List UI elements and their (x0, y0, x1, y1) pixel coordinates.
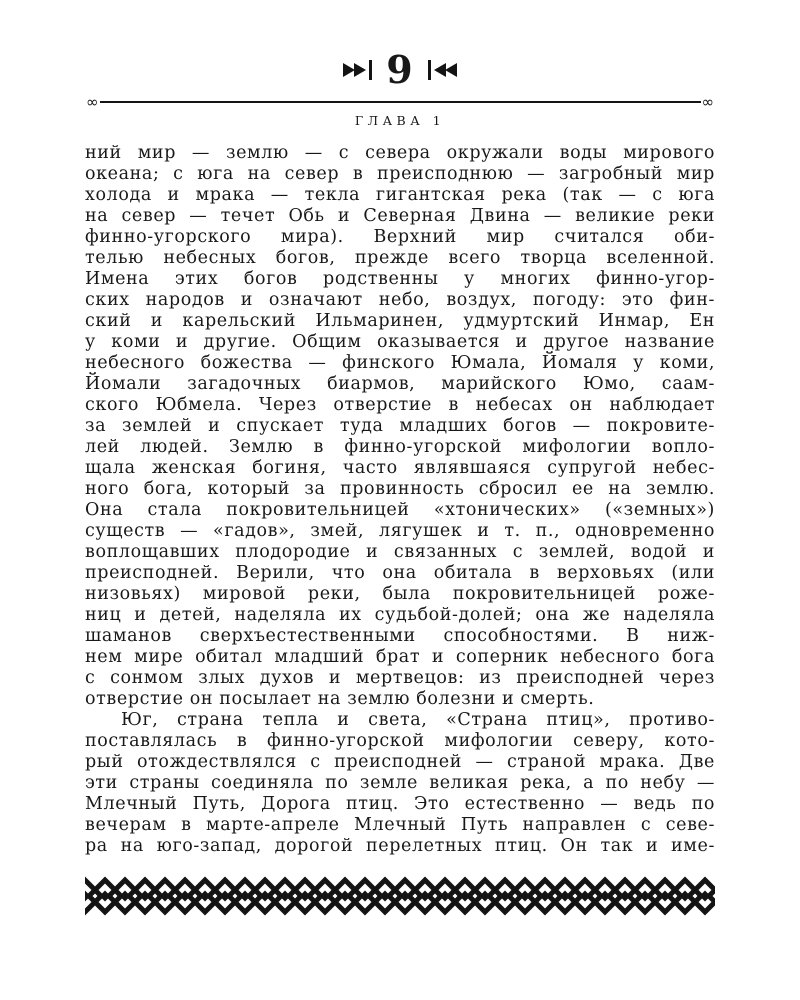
header-rule (85, 94, 715, 110)
text-line: ний мир — землю — с севера окружали воды мирового (85, 143, 715, 163)
text-line: ский и карельский Ильмаринен, удмуртский Инмар, Ен (85, 311, 715, 331)
text-line: с сонмом злых духов и мертвецов: из преисподней через (85, 668, 715, 688)
text-line: лей людей. Землю в финно-угорской мифологии вопло- (85, 437, 715, 457)
text-line: океана; с юга на север в преисподнюю — загробный мир (85, 164, 715, 184)
text-line: ского Юбмела. Через отверстие в небесах он наблюдает (85, 395, 715, 415)
ornament-band (85, 876, 715, 916)
text-line: ниц и детей, наделяла их судьбой-долей; она же наделяла (85, 605, 715, 625)
text-line: небесного божества — финского Юмала, Йомаля у коми, (85, 353, 715, 373)
text-line: Имена этих богов родственны у многих финно-угор- (85, 269, 715, 289)
text-line: вечерам в марте-апреле Млечный Путь направлен с севе- (85, 815, 715, 835)
text-line: воплощавших плодородие и связанных с землей, водой и (85, 542, 715, 562)
text-line: у коми и другие. Общим оказывается и другое название (85, 332, 715, 352)
text-line: щала женская богиня, часто являвшаяся супругой небес- (85, 458, 715, 478)
text-line: низовьях) мировой реки, была покровительницей роже- (85, 584, 715, 604)
text-line: отверстие он посылает на землю болезни и смерть. (85, 689, 595, 709)
text-line: ра на юго-запад, дорогой перелетных птиц. Он так и име- (85, 836, 715, 856)
text-line: существ — «гадов», змей, лягушек и т. п., одновременно (85, 521, 715, 541)
text-line: за землей и спускает туда младших богов — покровите- (85, 416, 715, 436)
text-line: Она стала покровительницей «хтонических» («земных») (85, 500, 715, 520)
text-line: поставлялась в финно-угорской мифологии северу, кото- (85, 731, 715, 751)
text-line: ских народов и означают небо, воздух, погоду: это фин- (85, 290, 715, 310)
text-line: шаманов сверхъестественными способностями. В ниж- (85, 626, 715, 646)
rule-ornament-right-icon: ∞ (701, 92, 714, 111)
rule-line (100, 101, 701, 103)
text-line: нем мире обитал младший брат и соперник небесного бога (85, 647, 715, 667)
text-line: телью небесных богов, прежде всего творца вселенной. (85, 248, 715, 268)
text-line: эти страны соединяла по земле великая река, а по небу — (85, 773, 715, 793)
text-line: Йомали загадочных биармов, марийского Юмо, саам- (85, 374, 715, 394)
chapter-heading: ГЛАВА 1 (354, 113, 446, 128)
page-header (0, 0, 800, 128)
text-line: на север — течет Обь и Северная Двина — великие реки (85, 206, 715, 226)
text-line: рый отождествлялся с преисподней — страной мрака. Две (85, 752, 715, 772)
rule-ornament-left-icon: ∞ (86, 92, 99, 111)
text-line: холода и мрака — текла гигантская река (так — с юга (85, 185, 715, 205)
text-line: Млечный Путь, Дорога птиц. Это естественно — ведь по (85, 794, 715, 814)
page-number: 9 (386, 47, 414, 92)
page-number-row (0, 48, 800, 92)
page-number-ornament-left-icon (342, 59, 374, 81)
text-line: финно-угорского мира). Верхний мир считался оби- (85, 227, 715, 247)
page-number-ornament-right-icon (426, 59, 458, 81)
text-line: ного бога, который за провинность сбросил ее на землю. (85, 479, 715, 499)
body-text (85, 143, 715, 857)
text-line: Юг, страна тепла и света, «Страна птиц», противо- (121, 710, 715, 730)
text-line: преисподней. Верили, что она обитала в верховьях (или (85, 563, 715, 583)
